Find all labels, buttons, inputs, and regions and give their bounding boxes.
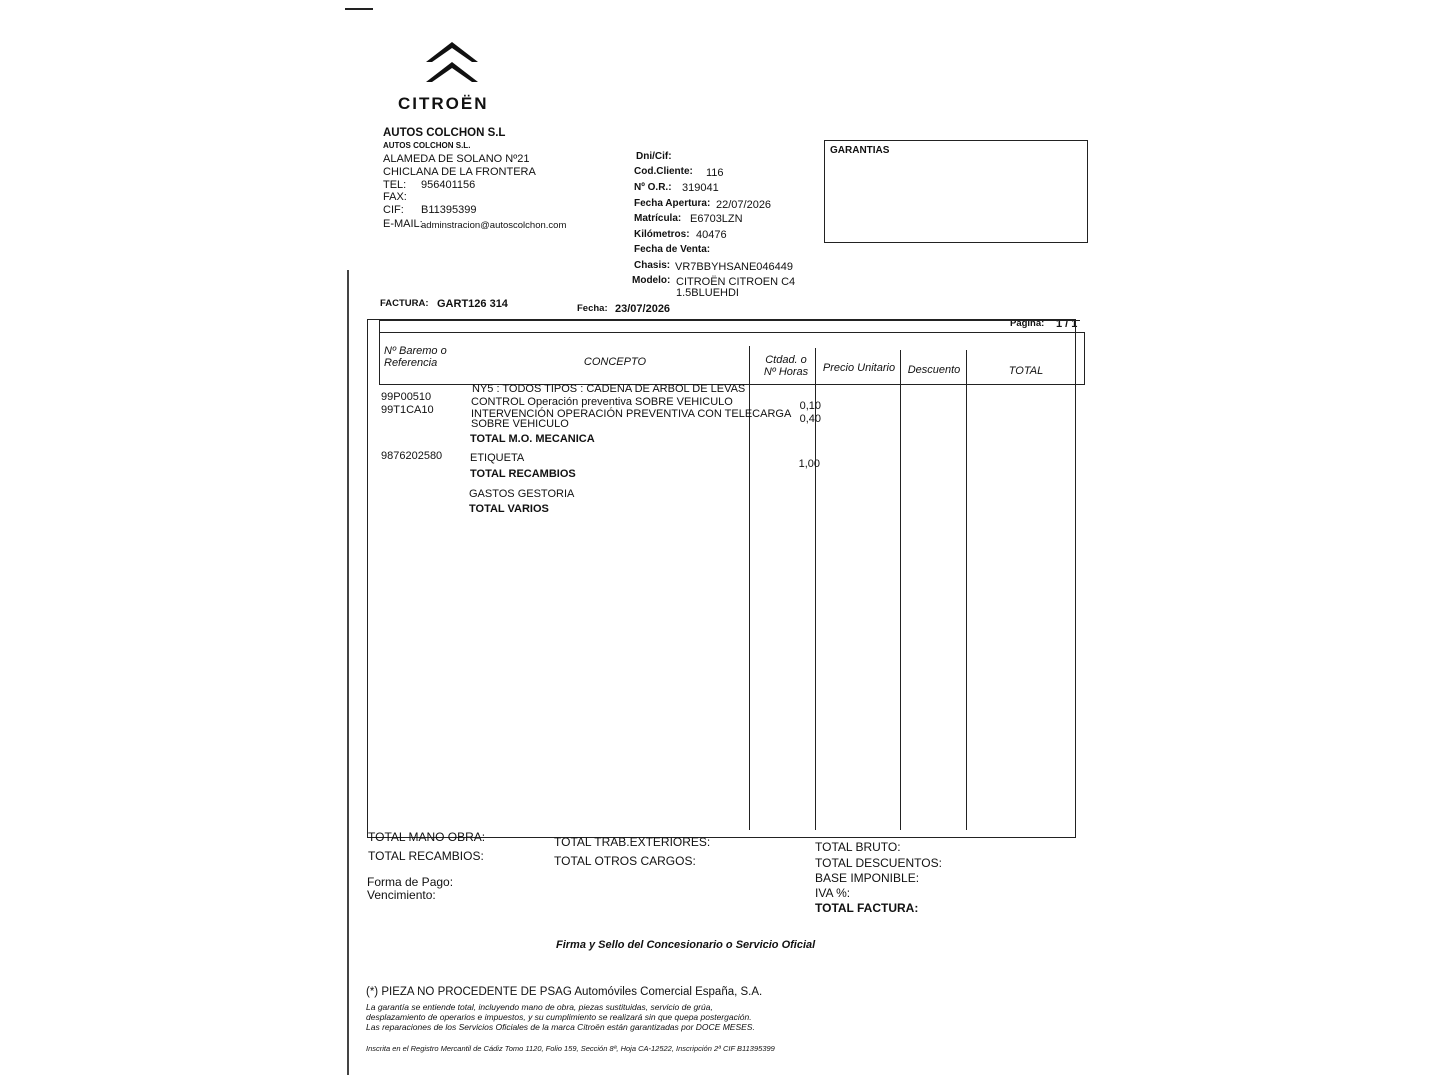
email-label: E-MAIL: (383, 218, 423, 230)
address-line-2: CHICLANA DE LA FRONTERA (383, 166, 536, 178)
total-bruto-label: TOTAL BRUTO: (815, 840, 901, 854)
fecha-venta-label: Fecha de Venta: (634, 244, 711, 255)
header-precio: Precio Unitario (822, 362, 896, 374)
scan-mark-top-left (345, 8, 373, 10)
brand-logo-text: CITROËN (398, 94, 489, 113)
fecha-value: 23/07/2026 (615, 303, 671, 315)
row-desc-8: TOTAL VARIOS (469, 503, 549, 515)
header-qty-line1: Ctdad. o (765, 354, 807, 366)
modelo-label: Modelo: (632, 275, 671, 286)
total-factura-label: TOTAL FACTURA: (815, 901, 919, 915)
garantias-box (824, 140, 1088, 243)
scan-mark-left-edge (347, 270, 349, 1075)
total-mano-obra-label: TOTAL MANO OBRA: (368, 830, 486, 844)
col-divider-2 (1084, 332, 1085, 385)
header-ref-line1: Nº Baremo o (384, 345, 447, 357)
fecha-apertura-label: Fecha Apertura: (634, 198, 711, 209)
modelo-line-2: 1.5BLUEHDI (676, 287, 739, 299)
registro-line: Inscrita en el Registro Mercantil de Cádiz Tomo 1120, Folio 159, Sección 8ª, Hoja CA-12522, Inscripción 2ª CIF B11395399 (366, 1044, 775, 1053)
header-top-rule (379, 332, 1085, 333)
matricula-label: Matrícula: (634, 213, 682, 224)
dni-label: Dni/Cif: (636, 151, 672, 162)
company-name: AUTOS COLCHON S.L (383, 127, 506, 139)
factura-label: FACTURA: (380, 298, 429, 309)
or-label: Nº O.R.: (634, 182, 672, 193)
row-qty-2: 0,40 (799, 413, 821, 425)
header-descuento: Descuento (907, 364, 961, 376)
tel-value: 956401156 (421, 179, 476, 191)
row-desc-2: INTERVENCIÓN OPERACIÓN PREVENTIVA CON TELECARGA (471, 408, 792, 420)
header-concepto: CONCEPTO (583, 356, 647, 368)
base-imponible-label: BASE IMPONIBLE: (815, 871, 920, 885)
forma-pago-label: Forma de Pago: (367, 875, 454, 889)
garantias-title: GARANTIAS (830, 145, 890, 156)
tel-label: TEL: (383, 179, 407, 191)
garantia-line-1: La garantía se entiende total, incluyendo mano de obra, piezas sustituidas, servicio de grúa, (366, 1002, 713, 1012)
kilometros-label: Kilómetros: (634, 229, 690, 240)
factura-value: GART126 314 (437, 298, 508, 310)
row-ref-1: 99P00510 (381, 391, 432, 403)
firma-text: Firma y Sello del Concesionario o Servicio Oficial (556, 939, 816, 951)
citroen-logo (420, 36, 484, 92)
pagina-value: 1 / 1 (1056, 318, 1078, 330)
header-qty (756, 354, 816, 378)
table-header-top-line (380, 320, 1080, 321)
row-desc-5: ETIQUETA (470, 452, 525, 464)
fecha-label: Fecha: (577, 303, 608, 314)
address-line-1: ALAMEDA DE SOLANO Nº21 (383, 153, 530, 165)
row-ref-5: 9876202580 (381, 450, 443, 462)
vencimiento-label: Vencimiento: (367, 888, 436, 902)
cif-label: CIF: (383, 204, 404, 216)
modelo-line-1: CITROËN CITROEN C4 (676, 276, 796, 288)
total-descuentos-label: TOTAL DESCUENTOS: (815, 856, 942, 870)
col-divider-total (966, 350, 967, 830)
iva-label: IVA %: (815, 886, 851, 900)
header-total: TOTAL (1008, 365, 1044, 377)
header-ref (384, 345, 447, 369)
row-ref-2: 99T1CA10 (381, 404, 434, 416)
chasis-value: VR7BBYHSANE046449 (675, 261, 794, 273)
company-name-small: AUTOS COLCHON S.L. (383, 141, 471, 150)
cod-cliente-value: 116 (706, 167, 724, 179)
garantia-line-3: Las reparaciones de los Servicios Oficiales de la marca Citroën están garantizadas por DOCE MESES. (366, 1022, 755, 1032)
row-qty-1: 0,10 (799, 400, 821, 412)
kilometros-value: 40476 (696, 229, 727, 241)
row-qty-5: 1,00 (798, 458, 820, 470)
or-value: 319041 (682, 182, 719, 194)
fax-label: FAX: (383, 191, 407, 203)
header-ref-line2: Referencia (384, 357, 438, 369)
row-desc-0: NY5 : TODOS TIPOS : CADENA DE ARBOL DE LEVAS (472, 383, 746, 395)
row-desc-7: GASTOS GESTORIA (469, 488, 575, 500)
total-recambios-label: TOTAL RECAMBIOS: (368, 849, 484, 863)
col-divider-1 (379, 319, 380, 385)
pagina-label: Página: (1010, 318, 1045, 329)
matricula-value: E6703LZN (690, 213, 743, 225)
total-otros-label: TOTAL OTROS CARGOS: (554, 854, 696, 868)
total-trab-ext-label: TOTAL TRAB.EXTERIORES: (554, 835, 711, 849)
cif-value: B11395399 (421, 204, 477, 216)
fecha-apertura-value: 22/07/2026 (716, 199, 772, 211)
garantia-line-2: desplazamiento de operarios e impuestos, y su cumplimiento se realizará sin que quepa postergación. (366, 1012, 752, 1022)
email-value: adminstracion@autoscolchon.com (421, 220, 567, 231)
cod-cliente-label: Cod.Cliente: (634, 166, 693, 177)
chasis-label: Chasis: (634, 260, 671, 271)
row-desc-3: SOBRE VEHICULO (471, 418, 569, 430)
col-divider-descuento (900, 350, 901, 830)
row-desc-6: TOTAL RECAMBIOS (470, 468, 576, 480)
row-desc-4: TOTAL M.O. MECANICA (470, 433, 595, 445)
pieza-note: (*) PIEZA NO PROCEDENTE DE PSAG Automóviles Comercial España, S.A. (366, 986, 763, 998)
row-desc-1: CONTROL Operación preventiva SOBRE VEHICULO (471, 396, 733, 408)
header-qty-line2: Nº Horas (763, 366, 809, 378)
